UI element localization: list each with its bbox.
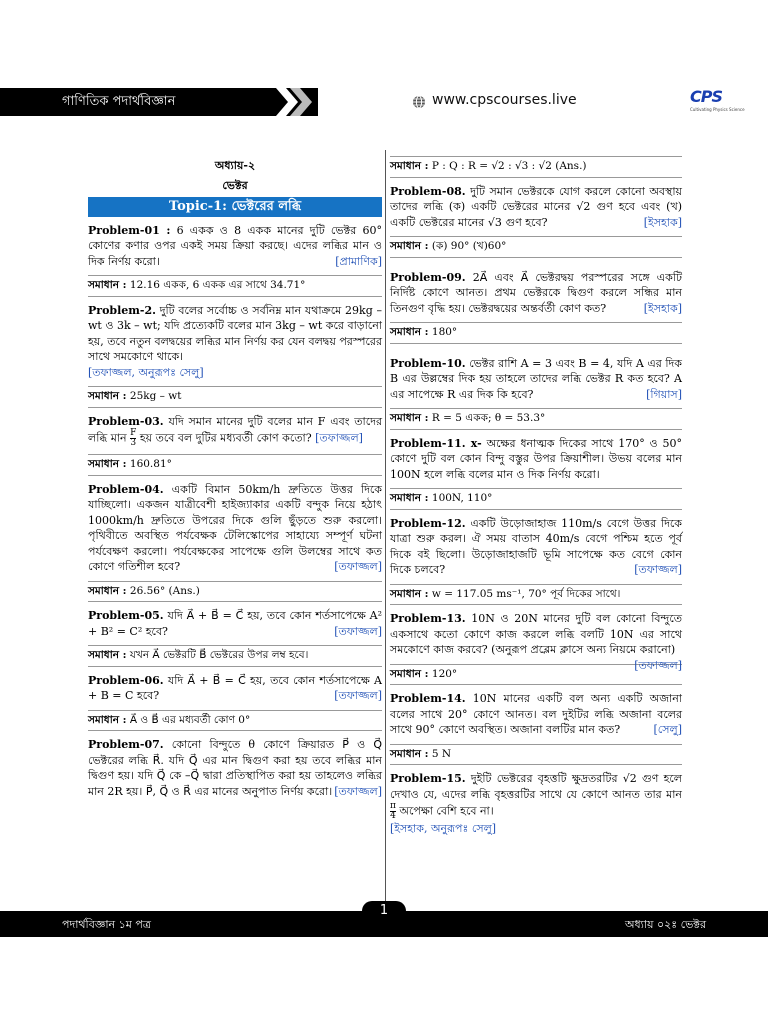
problem-01: Problem-01 : 6 একক ও 8 একক মানের দুটি ভেক্টর 60° কোণের কণার ওপর একই সময় ক্রিয়া করছে। এদের লব্ধির মান ও দিক নির্ণয় করো। [প্রামাণিক]: [88, 223, 382, 268]
solution-10: সমাধান : R = 5 একক; θ = 53.3°: [390, 408, 682, 430]
chevron-arrows-icon: [276, 88, 324, 116]
problem-05: Problem-05. যদি A⃗ + B⃗ = C⃗ হয়, তবে কোন শর্তসাপেক্ষে A² + B² = C² হবে? [তফাজ্জল]: [88, 609, 382, 638]
problem-14: Problem-14. 10N মানের একটি বল অন্য একটি অজানা বলের সাথে 20° কোণে আনত। বল দুইটির লব্ধি অজানা বলের সাথে 90° কোণে অবস্থিত। অজানা বলটির মান কত? [সেলু]: [390, 692, 682, 736]
solution-02: সমাধান : 25kg – wt: [88, 386, 382, 408]
problem-08: Problem-08. দুটি সমান ভেক্টরকে যোগ করলে কোনো অবস্থায় তাদের লব্ধি (ক) একটি ভেক্টরের মানের √2 গুণ হবে এবং (খ) একটি ভেক্টরের মানের √3 গুণ হবে? [ইসহাক]: [390, 184, 682, 229]
footer-chapter: অধ্যায় ০২ঃ ভেক্টর: [624, 918, 706, 931]
page-header: [0, 88, 768, 116]
problem-06: Problem-06. যদি A⃗ + B⃗ = C⃗ হয়, তবে কোন শর্তসাপেক্ষে A + B = C হবে? [তফাজ্জল]: [88, 673, 382, 702]
website-url[interactable]: www.cpscourses.live: [432, 92, 577, 108]
solution-07: সমাধান : P : Q : R = √2 : √3 : √2 (Ans.): [390, 156, 682, 178]
right-column: [390, 156, 682, 837]
solution-08: সমাধান : (ক) 90° (খ)60°: [390, 236, 682, 258]
solution-11: সমাধান : 100N, 110°: [390, 488, 682, 510]
solution-12: সমাধান : w = 117.05 ms⁻¹, 70° পূর্ব দিকের সাথে।: [390, 584, 682, 606]
solution-05: সমাধান : যখন A⃗ ভেক্টরটি B⃗ ভেক্টরের উপর লম্ব হবে।: [88, 645, 382, 667]
left-column: [88, 156, 382, 799]
chapter-title: ভেক্টর: [222, 178, 248, 192]
problem-02: Problem-2. দুটি বলের সর্বোচ্চ ও সর্বনিম্ন মান যথাক্রমে 29kg – wt ও 3k – wt; যদি প্রত্যেকটি বলের মান 3kg – wt করে বাড়ানো হয়, তবে নতুন বলদ্বয়ের লব্ধির মান নির্ণয় কর যেন বলদ্বয় পরস্পরের সাথে সমকোণে থাকে। [তফাজ্জল, অনুরূপঃ সেলু]: [88, 303, 382, 379]
column-divider: [385, 150, 386, 902]
solution-03: সমাধান : 160.81°: [88, 454, 382, 476]
problem-04: Problem-04. একটি বিমান 50km/h দ্রুতিতে উত্তর দিকে যাচ্ছিলো। একজন যাত্রীবেশী হাইজ্যাকার একটি বন্দুক নিয়ে হঠাৎ 1000km/h দ্রুতিতে উপরের দিকে গুলি ছুঁড়তে শুরু করলো। পৃথিবীতে অবস্থিত পর্যবেক্ষক টেলিস্কোপের সাহায্যে সম্পূর্ণ ঘটনা পর্যবেক্ষণ করলো। পর্যবেক্ষকের সাপেক্ষে গুলি উলম্বের সাথে কত কোণে গতিশীল হবে? [তফাজ্জল]: [88, 482, 382, 573]
problem-10: Problem-10. ভেক্টর রাশি A = 3 এবং B = 4, যদি A এর দিক B এর উল্লম্বের দিক হয় তাহলে তাদের লব্ধি ভেক্টর R কত হবে? A এর সাপেক্ষে R এর দিক কি হবে? [গিয়াস]: [390, 356, 682, 401]
problem-07: Problem-07. কোনো বিন্দুতে θ কোণে ক্রিয়ারত P⃗ ও Q⃗ ভেক্টরের লব্ধি R⃗. যদি Q⃗ এর মান দ্বিগুণ করা হয় তবে লব্ধির মান দ্বিগুণ হয়। যদি Q⃗ কে –Q⃗ দ্বারা প্রতিস্থাপিত করা হয় তাহলেও লব্ধির মান 2R হয়। P⃗, Q⃗ ও R⃗ এর মানের অনুপাত নির্ণয় করো। [তফাজ্জল]: [88, 738, 382, 798]
problem-09: Problem-09. 2A⃗ এবং A⃗ ভেক্টরদ্বয় পরস্পরের সঙ্গে একটি নির্দিষ্ট কোণে আনত। প্রথম ভেক্টরকে দ্বিগুণ করলে সন্ধির মান তিনগুণ বৃদ্ধি হয়। ভেক্টরদ্বয়ের অন্তর্বর্তী কোণ কত? [ইসহাক]: [390, 270, 682, 315]
problem-11: Problem-11. x- অক্ষের ধনাত্মক দিকের সাথে 170° ও 50° কোণে দুটি বল কোন বিন্দু বস্তুর উপর ক্রিয়াশীল। উভয় বলের মান 100N হলে লব্ধি বলের মান ও দিক নির্ণয় করো।: [390, 436, 682, 481]
problem-03: Problem-03. যদি সমান মানের দুটি বলের মান F এবং তাদের লব্ধি মান $\frac{F}{3}$ হয় তবে বল দুটির মধ্যবর্তী কোণ কতো? [তফাজ্জল]: [88, 414, 382, 448]
chapter-number: অধ্যায়-২: [214, 159, 256, 172]
solution-06: সমাধান : A⃗ ও B⃗ এর মধ্যবর্তী কোণ 0°: [88, 710, 382, 732]
globe-icon: [412, 95, 426, 109]
solution-01: সমাধান : 12.16 একক, 6 একক এর সাথে 34.71°: [88, 275, 382, 297]
page-number: 1: [362, 901, 406, 921]
problem-12: Problem-12. একটি উড়োজাহাজ 110m/s বেগে উত্তর দিকে যাত্রা শুরু করল। ঐ সময় বাতাস 40m/s বেগে পশ্চিম হতে পূর্ব দিকে বই ছিলো। উড়োজাহাজটি ভূমি সাপেক্ষে কত বেগে কোন দিকে চলবে? [তফাজ্জল]: [390, 516, 682, 576]
problem-13: Problem-13. 10N ও 20N মানের দুটি বল কোনো বিন্দুতে একসাথে কতো কোণে কাজ করলে লব্ধি বলটি 10N এর সাথে সমকোণে কাজ করবে? (অনুরূপ প্রব্লেম ক্লাসে অন্য নিয়মে করানো) [তফাজ্জল]: [390, 612, 682, 672]
logo-subtitle: Cultivating Physics Science: [690, 107, 745, 112]
cps-logo: CPS: [690, 87, 722, 106]
topic-banner: Topic-1: ভেক্টরের লব্ধি: [88, 197, 382, 217]
problem-15: Problem-15. দুইটি ভেক্টরের বৃহত্তটি ক্ষুদ্রতরটির √2 গুণ হলে দেখাও যে, এদের লব্ধি বৃহত্তরটির সাথে যে কোণে আনত তার মান $\frac{\pi}{4}$ অপেক্ষা বেশি হবে না। [ইসহাক, অনুরূপঃ সেলু]: [390, 772, 682, 835]
solution-09: সমাধান : 180°: [390, 322, 682, 344]
footer-subject: পদার্থবিজ্ঞান ১ম পত্র: [62, 918, 151, 931]
header-title: গাণিতিক পদার্থবিজ্ঞান: [62, 94, 176, 109]
solution-04: সমাধান : 26.56° (Ans.): [88, 581, 382, 603]
solution-13: সমাধান : 120°: [390, 664, 682, 686]
solution-14: সমাধান : 5 N: [390, 744, 682, 766]
